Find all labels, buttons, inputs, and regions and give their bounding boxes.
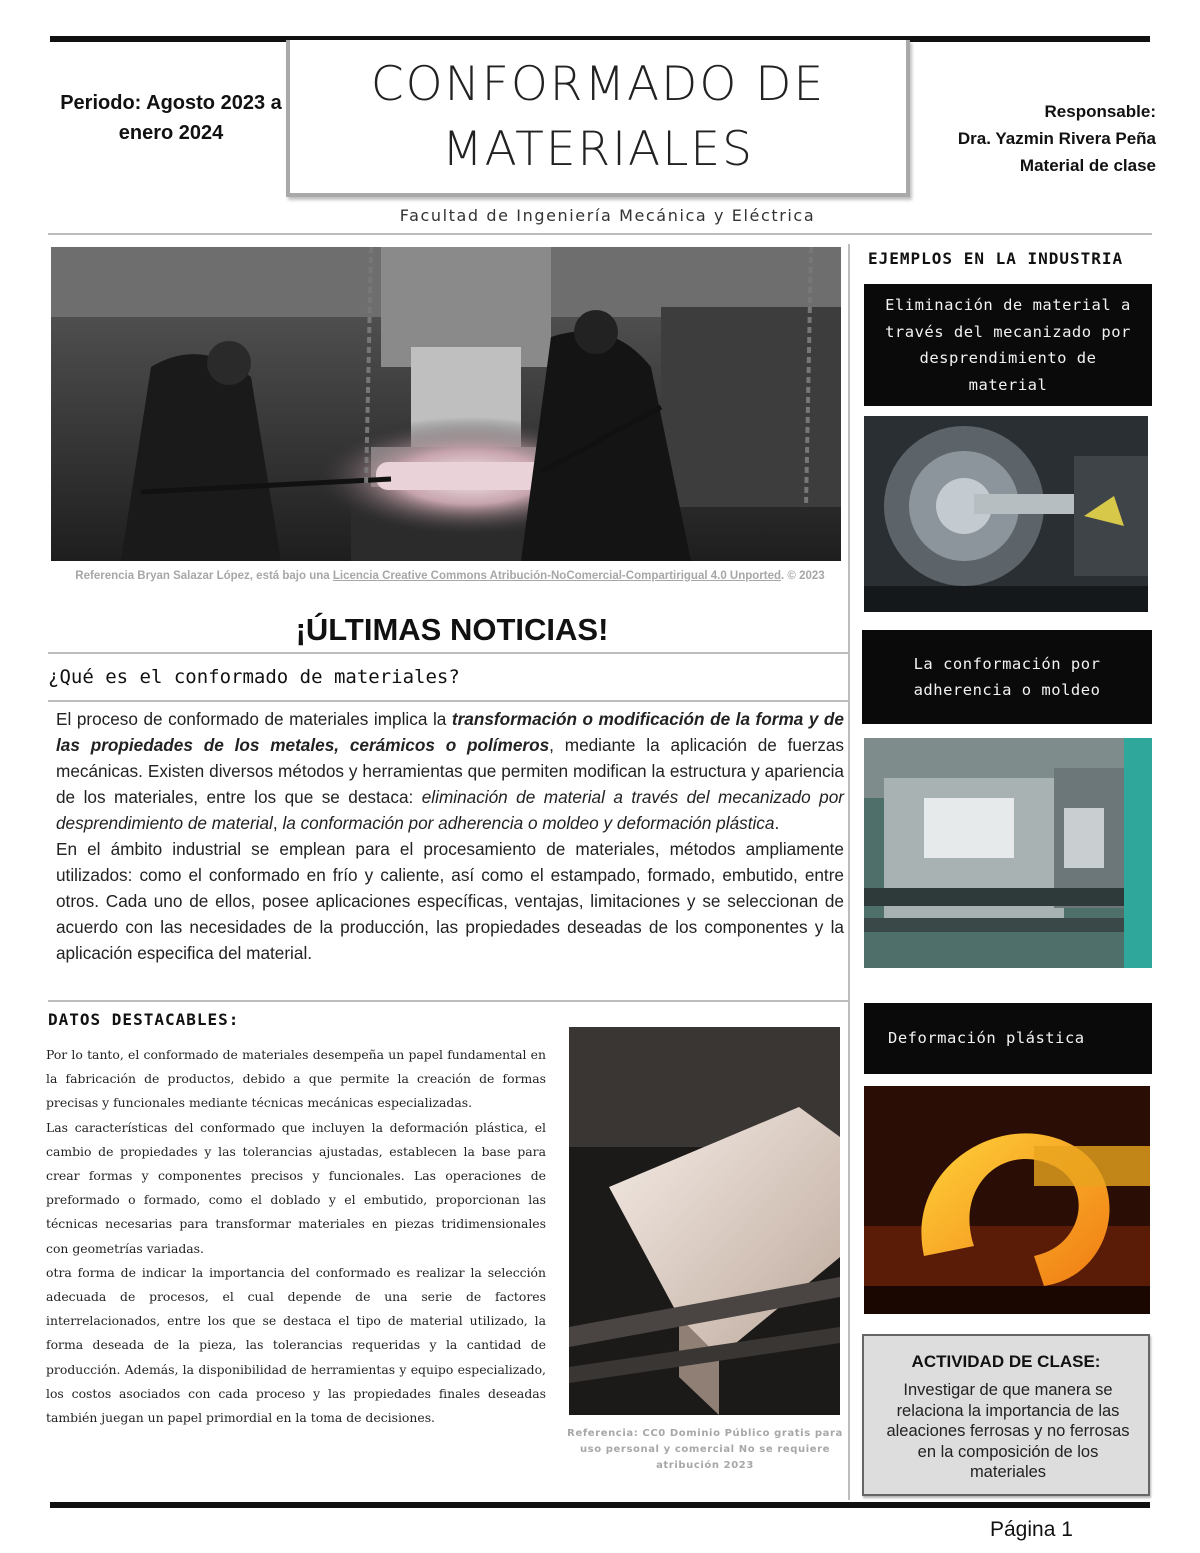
section-heading: ¿Qué es el conformado de materiales? — [48, 666, 460, 688]
page-title — [290, 52, 906, 182]
steel-bar-illustration — [569, 1027, 840, 1415]
datos-body — [46, 1043, 546, 1430]
title-box — [286, 40, 910, 197]
news-text: , mediante la aplicación de fuerzas mecánicas. Existen diversos métodos y herramientas que permiten modifican la estructura y apariencia de los materiales, entre los que se destaca: — [56, 735, 845, 807]
example-label-deformation: Deformación plástica — [864, 1003, 1152, 1074]
news-paragraph-2: En el ámbito industrial se emplean para el procesamiento de materiales, métodos ampliamente utilizados: como el conformado en frío y caliente, así como el estampado, formado, embutido, entre otros. Cada uno de ellos, posee aplicaciones específicas, ventajas, limitaciones y se seleccionan de acuerdo con las necesidades de la producción, las propiedades deseadas de los componentes y la aplicación especifica del material. — [56, 839, 844, 963]
deformation-illustration — [864, 1086, 1150, 1314]
news-emphasis: la conformación por adherencia o moldeo y deformación plástica — [282, 813, 775, 833]
datos-divider — [48, 1000, 848, 1002]
page-number: Página 1 — [990, 1518, 1073, 1541]
period-label: Periodo: Agosto 2023 a enero 2024 — [60, 92, 282, 144]
news-emphasis: transformación o modificación de la forma y de las propiedades de los metales, cerámicos o polímeros — [56, 709, 844, 755]
responsible-block — [880, 98, 1156, 179]
steel-bar-photo — [569, 1027, 840, 1415]
forging-photo-caption — [60, 568, 840, 584]
example-label-molding: La conformación por adherencia o moldeo — [862, 630, 1152, 724]
faculty-label: Facultad de Ingeniería Mecánica y Eléctrica — [399, 206, 816, 225]
activity-text: Investigar de que manera se relaciona la importancia de las aleaciones ferrosas y no ferrosas en la composición de los materiales — [886, 1381, 1130, 1481]
news-text: , — [272, 813, 283, 833]
responsible-name: Dra. Yazmin Rivera Peña — [957, 129, 1156, 148]
news-title: ¡ÚLTIMAS NOTICIAS! — [295, 612, 609, 647]
sidebar-heading: EJEMPLOS EN LA INDUSTRIA — [868, 249, 1124, 268]
datos-paragraph-3: otra forma de indicar la importancia del conformado es realizar la selección adecuada de procesos, el cual depende de una serie de factores interrelacionados, entre los que se destaca el tipo de material utilizado, la forma deseada de la pieza, las tolerancias requeridas y la cantidad de producción. Además, la disponibilidad de herramientas y equipo especializado, los costos asociados con cada proceso y las propiedades finales deseadas también juegan un papel primordial en la toma de decisiones. — [46, 1264, 546, 1426]
news-body — [56, 706, 844, 966]
datos-heading: DATOS DESTACABLES: — [48, 1010, 240, 1029]
caption-prefix: Referencia Bryan Salazar López, está bajo una — [75, 570, 333, 582]
steel-bar-caption: Referencia: CC0 Dominio Público gratis para uso personal y comercial No se requiere atribución 2023 — [567, 1428, 843, 1471]
caption-suffix: . © 2023 — [781, 570, 825, 582]
datos-paragraph-2: Las características del conformado que incluyen la deformación plástica, el cambio de propiedades y las tolerancias ajustadas, establecen la base para crear formas y componentes precisos y funcionales. Las operaciones de preformado o formado, como el doblado y el embutido, proporcionan las técnicas necesarias para transformar materiales en piezas tridimensionales con geometrías variadas. — [46, 1119, 546, 1256]
header-divider — [48, 233, 1152, 235]
column-divider — [848, 244, 850, 1500]
example-label-machining: Eliminación de material a través del mecanizado por desprendimiento de material — [864, 284, 1152, 406]
molding-illustration — [864, 738, 1152, 968]
heading-divider — [48, 700, 848, 702]
molding-photo — [864, 738, 1152, 968]
forging-illustration — [51, 247, 841, 561]
responsible-label: Responsable: — [1044, 102, 1156, 121]
news-paragraph-1 — [56, 706, 844, 836]
news-emphasis: eliminación de material a través del mecanizado por desprendimiento de material — [56, 787, 844, 833]
deformation-photo — [864, 1086, 1150, 1314]
class-activity-box — [862, 1334, 1150, 1496]
news-text: . — [774, 813, 780, 833]
news-divider — [48, 652, 848, 654]
forging-photo — [51, 247, 841, 561]
title-line-2: MATERIALES — [442, 122, 754, 177]
news-text: El proceso de conformado de materiales implica la — [56, 709, 452, 729]
datos-paragraph-1: Por lo tanto, el conformado de materiales desempeña un papel fundamental en la fabricación de productos, debido a que permite la creación de formas precisas y funcionales mediante técnicas mecánicas especializadas. — [46, 1047, 546, 1111]
license-link[interactable]: Licencia Creative Commons Atribución-NoComercial-Compartirigual 4.0 Unported — [332, 570, 782, 582]
machining-photo — [864, 416, 1148, 612]
machining-illustration — [864, 416, 1148, 612]
activity-title: ACTIVIDAD DE CLASE: — [911, 1352, 1101, 1371]
responsible-role: Material de clase — [1019, 156, 1156, 175]
bottom-rule — [50, 1502, 1150, 1508]
title-line-1: CONFORMADO DE — [370, 57, 826, 112]
